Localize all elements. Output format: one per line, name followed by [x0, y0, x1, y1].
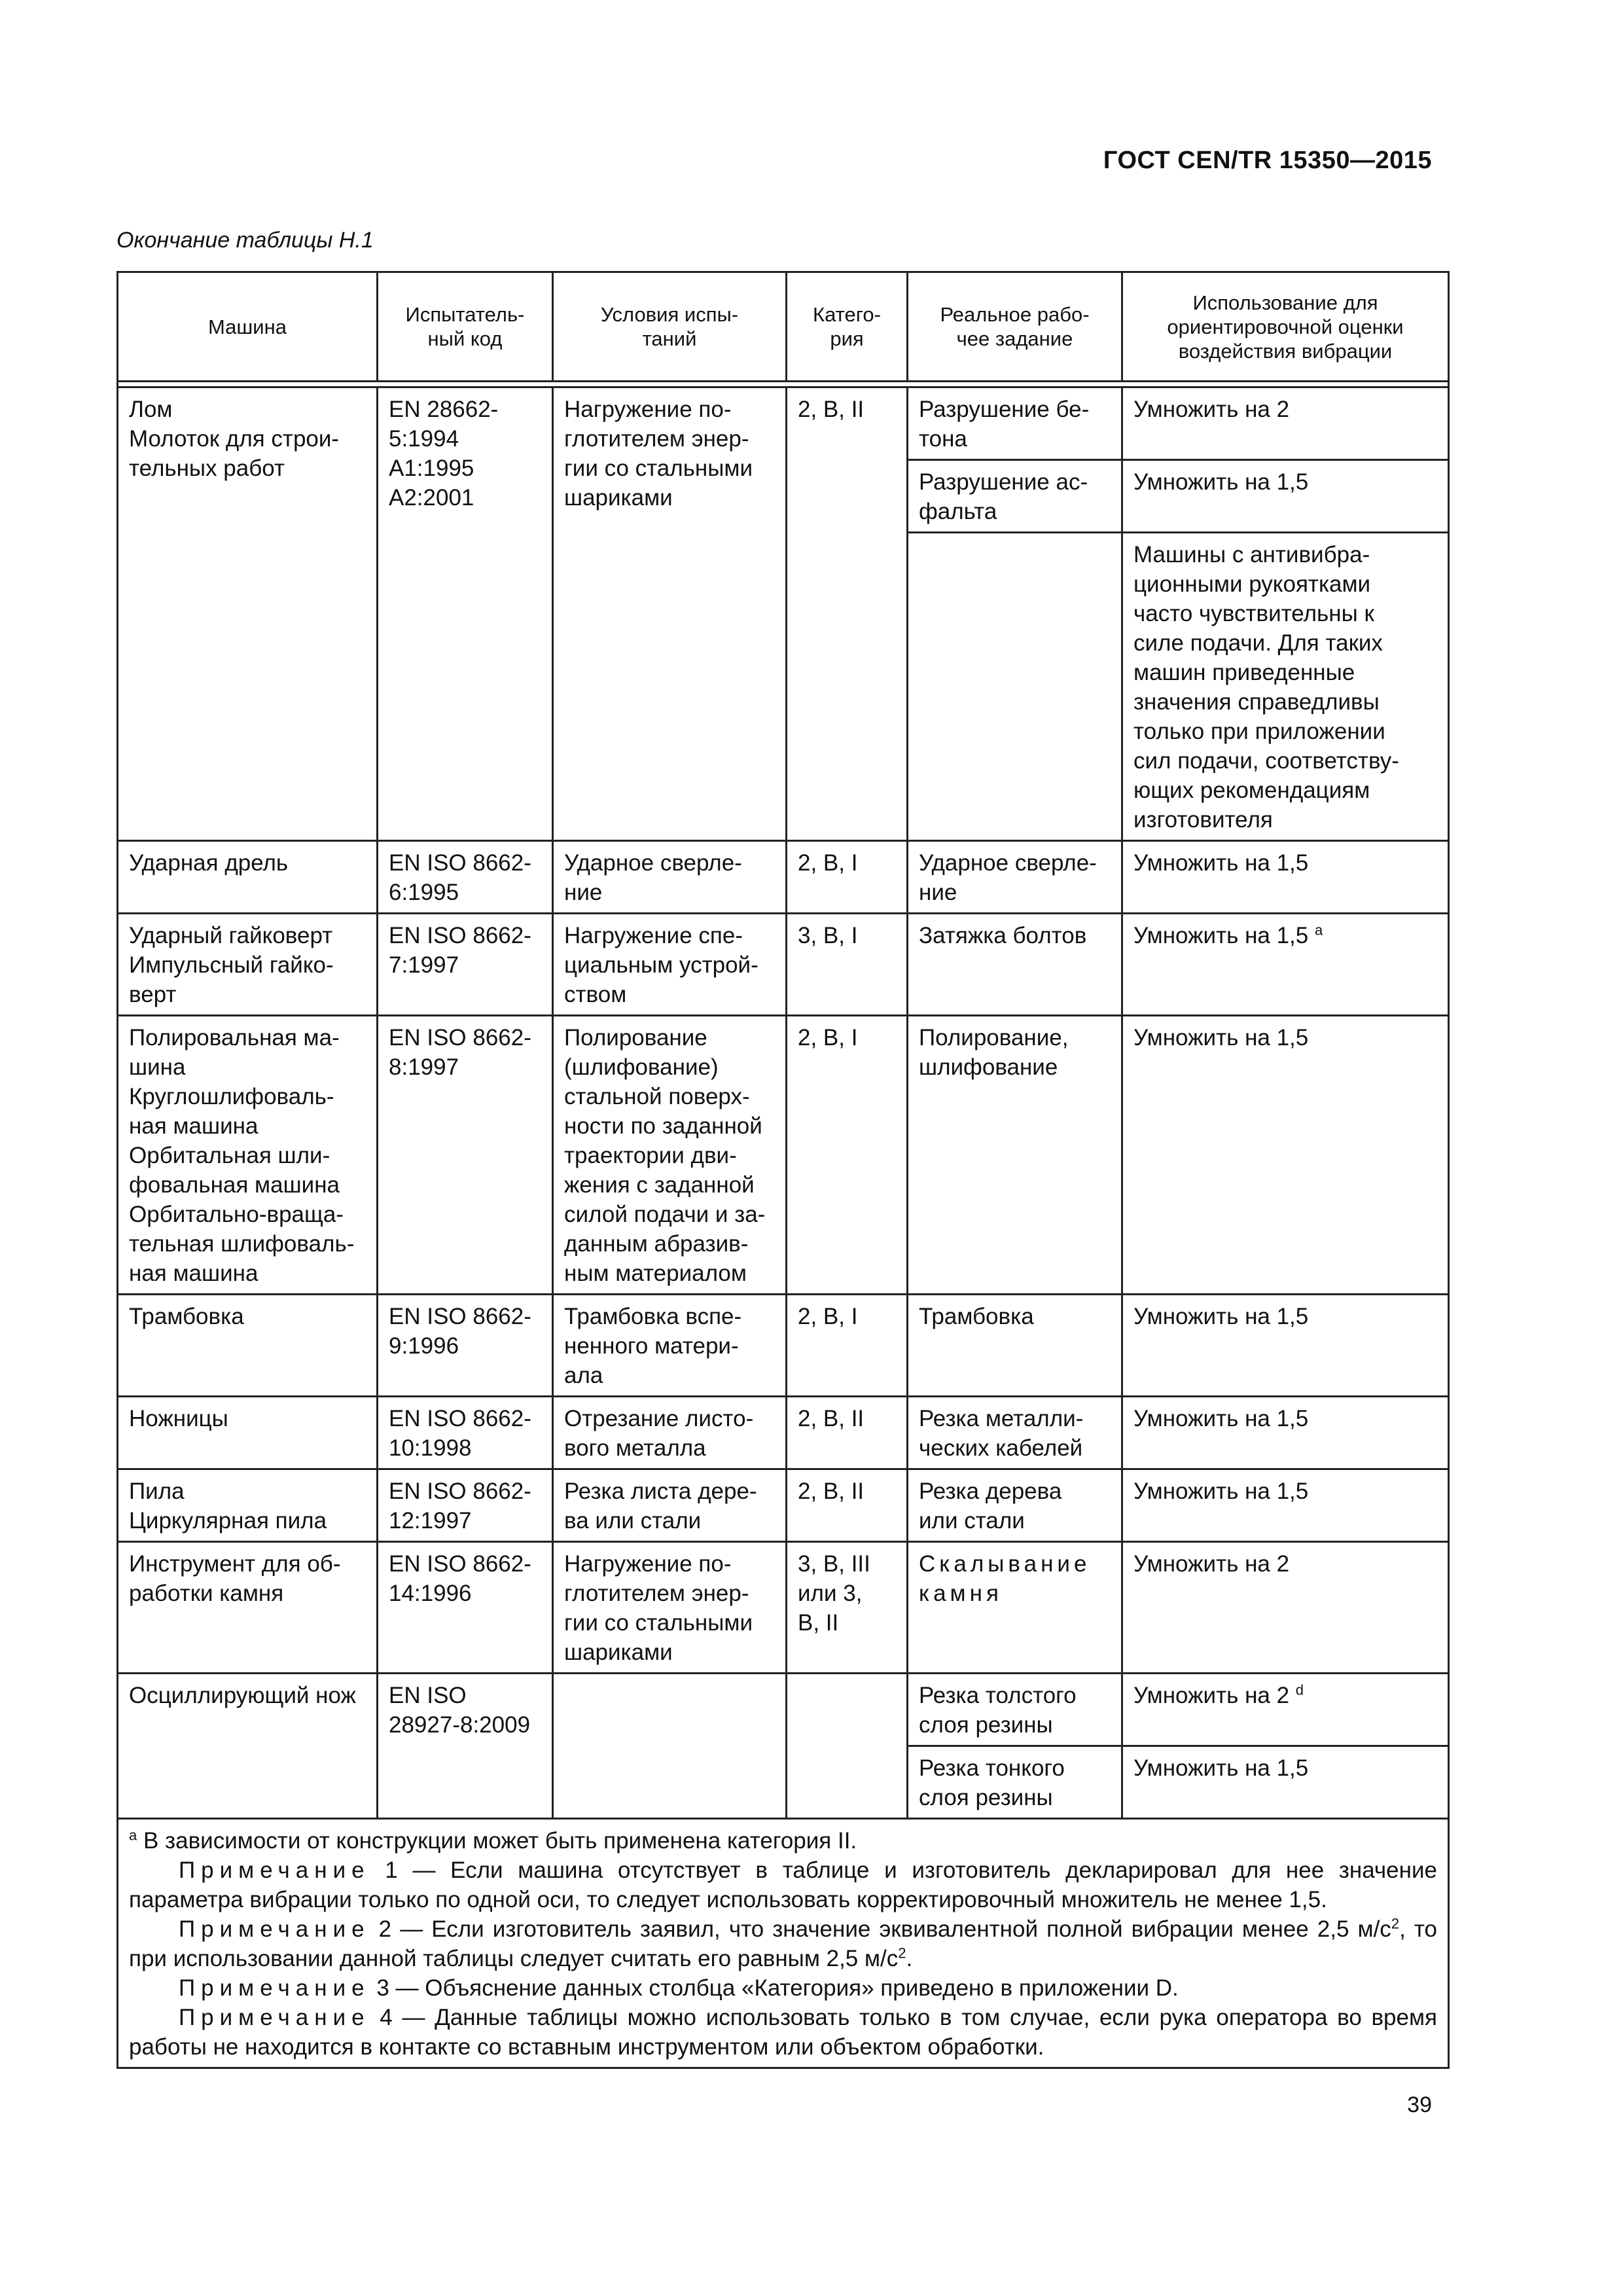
table-header-row [118, 272, 1449, 382]
table-row [118, 1469, 1449, 1542]
footnote-a [129, 1826, 1437, 1856]
cell-conditions [553, 1674, 787, 1819]
footnote-mark: a [129, 1827, 137, 1844]
table-row [118, 1295, 1449, 1397]
cell-conditions: Отрезание листо- вого металла [553, 1397, 787, 1469]
note-text: — Данные таблицы можно использовать только в том случае, если рука оператора во время работы не находится в контакте со вставным инструментом или объектом обработки. [129, 2005, 1437, 2060]
note-4 [129, 2003, 1437, 2062]
cell-conditions: Ударное сверле- ние [553, 841, 787, 914]
cell-machine: Пила Циркулярная пила [118, 1469, 378, 1542]
cell-category: 2, В, I [787, 841, 908, 914]
cell-code: EN ISO 8662- 9:1996 [378, 1295, 553, 1397]
usage-text: Умножить на 1,5 [1133, 923, 1309, 948]
cell-category: 2, В, I [787, 1016, 908, 1295]
cell-category [787, 1674, 908, 1819]
cell-task: Трамбовка [908, 1295, 1122, 1397]
note-number: 4 [380, 2005, 393, 2030]
table-caption: Окончание таблицы Н.1 [116, 228, 374, 253]
cell-category: 2, В, II [787, 1469, 908, 1542]
note-label: Примечание [179, 1975, 370, 2001]
usage-text: Умножить на 1,5 [1133, 850, 1309, 876]
usage-text: Умножить на 1,5 [1133, 1025, 1309, 1050]
usage-text: Умножить на 2 [1133, 1683, 1290, 1708]
cell-task: Резка толстого слоя резины [908, 1674, 1122, 1746]
cell-conditions: Нагружение по- глотителем энер- гии со стальными шариками [553, 387, 787, 841]
note-1 [129, 1856, 1437, 1914]
table-row [118, 914, 1449, 1016]
vibration-table [116, 271, 1450, 2069]
note-text: . [906, 1946, 913, 1971]
cell-code: EN ISO 8662- 7:1997 [378, 914, 553, 1016]
header-category: Катего- рия [787, 272, 908, 382]
cell-usage [1122, 1469, 1449, 1542]
cell-machine: Ударная дрель [118, 841, 378, 914]
usage-text: Умножить на 2 [1133, 1551, 1290, 1577]
cell-conditions: Нагружение по- глотителем энер- гии со стальными шариками [553, 1542, 787, 1674]
cell-category: 3, В, I [787, 914, 908, 1016]
cell-code: EN ISO 8662- 8:1997 [378, 1016, 553, 1295]
cell-task: Затяжка болтов [908, 914, 1122, 1016]
cell-task: Полирование, шлифование [908, 1016, 1122, 1295]
cell-task: Резка тонкого слоя резины [908, 1746, 1122, 1819]
note-text: — Если изготовитель заявил, что значение эквивалентной полной вибрации менее 2,5 м/с [400, 1916, 1391, 1942]
header-real-task: Реальное рабо- чее задание [908, 272, 1122, 382]
cell-machine: Ножницы [118, 1397, 378, 1469]
note-number: 3 [376, 1975, 389, 2001]
cell-category: 2, В, I [787, 1295, 908, 1397]
page-number: 39 [1407, 2092, 1432, 2117]
cell-conditions: Трамбовка вспе- ненного матери- ала [553, 1295, 787, 1397]
note-text: — Если машина отсутствует в таблице и изготовитель декларировал для нее значение параметра вибрации только по одной оси, то следует использовать корректировочный множитель не менее 1,5. [129, 1857, 1437, 1912]
cell-category: 3, В, III или 3, В, II [787, 1542, 908, 1674]
cell-conditions: Резка листа дере- ва или стали [553, 1469, 787, 1542]
cell-task: Скалывание камня [908, 1542, 1122, 1674]
table-notes [118, 1819, 1449, 2068]
cell-task: Резка дерева или стали [908, 1469, 1122, 1542]
cell-category: 2, В, II [787, 387, 908, 841]
cell-usage: Умножить на 2 [1122, 387, 1449, 460]
cell-usage [1122, 1542, 1449, 1674]
cell-task: Разрушение бе- тона [908, 387, 1122, 460]
header-usage: Использование для ориентировочной оценки воздействия вибрации [1122, 272, 1449, 382]
table-row [118, 387, 1449, 460]
cell-code: EN ISO 8662- 10:1998 [378, 1397, 553, 1469]
cell-machine: Инструмент для об- работки камня [118, 1542, 378, 1674]
cell-machine: Ударный гайковерт Импульсный гайко- верт [118, 914, 378, 1016]
cell-task [908, 533, 1122, 841]
usage-text: Умножить на 1,5 [1133, 1479, 1309, 1504]
note-text: , то при использовании данной таблицы следует считать его равным 2,5 м/с [129, 1916, 1437, 1971]
cell-machine: Осциллирующий нож [118, 1674, 378, 1819]
cell-machine: Лом Молоток для строи- тельных работ [118, 387, 378, 841]
cell-usage [1122, 1295, 1449, 1397]
note-number: 1 [385, 1857, 398, 1883]
note-label: Примечание [179, 1857, 370, 1883]
document-code: ГОСТ CEN/TR 15350—2015 [1103, 147, 1432, 174]
note-text: — Объяснение данных столбца «Категория» приведено в приложении D. [395, 1975, 1179, 2001]
header-test-code: Испытатель- ный код [378, 272, 553, 382]
cell-conditions: Полирование (шлифование) стальной поверх- ности по заданной траектории дви- жения с заданной силой подачи и за- данным абразив- ным материалом [553, 1016, 787, 1295]
cell-usage [1122, 914, 1449, 1016]
table-row [118, 1674, 1449, 1746]
cell-machine: Полировальная ма- шина Круглошлифоваль- ная машина Орбитальная шли- фовальная машина Орбитально-враща- тельная шлифоваль- ная машина [118, 1016, 378, 1295]
cell-usage: Машины с антивибра- ционными рукоятками часто чувствительны к силе подачи. Для таких машин приведенные значения справедливы только при приложении сил подачи, соответству- ющих рекомендациям изготовителя [1122, 533, 1449, 841]
squared: 2 [1391, 1915, 1400, 1932]
cell-usage: Умножить на 1,5 [1122, 1746, 1449, 1819]
cell-usage: Умножить на 1,5 [1122, 460, 1449, 533]
header-separator [118, 382, 1449, 387]
cell-code: EN 28662- 5:1994 A1:1995 A2:2001 [378, 387, 553, 841]
cell-usage [1122, 1397, 1449, 1469]
footnote-ref: d [1295, 1681, 1304, 1698]
note-label: Примечание [179, 2005, 370, 2030]
footnote-text: В зависимости от конструкции может быть применена категория II. [143, 1828, 857, 1854]
cell-code: EN ISO 28927-8:2009 [378, 1674, 553, 1819]
note-label: Примечание [179, 1916, 370, 1942]
usage-text: Умножить на 1,5 [1133, 1406, 1309, 1431]
note-2 [129, 1914, 1437, 1973]
table-row [118, 1542, 1449, 1674]
table-row [118, 1397, 1449, 1469]
footnote-ref: a [1315, 922, 1323, 939]
cell-task: Резка металли- ческих кабелей [908, 1397, 1122, 1469]
cell-code: EN ISO 8662- 12:1997 [378, 1469, 553, 1542]
note-3 [129, 1973, 1437, 2003]
cell-usage [1122, 841, 1449, 914]
cell-code: EN ISO 8662- 14:1996 [378, 1542, 553, 1674]
cell-task: Разрушение ас- фальта [908, 460, 1122, 533]
header-test-conditions: Условия испы- таний [553, 272, 787, 382]
cell-code: EN ISO 8662- 6:1995 [378, 841, 553, 914]
cell-usage [1122, 1016, 1449, 1295]
cell-usage [1122, 1674, 1449, 1746]
cell-machine: Трамбовка [118, 1295, 378, 1397]
squared: 2 [898, 1945, 906, 1962]
usage-text: Умножить на 1,5 [1133, 1304, 1309, 1329]
header-machine: Машина [118, 272, 378, 382]
cell-task: Ударное сверле- ние [908, 841, 1122, 914]
note-number: 2 [378, 1916, 392, 1942]
table-row [118, 1016, 1449, 1295]
notes-row [118, 1819, 1449, 2068]
table-row [118, 841, 1449, 914]
cell-category: 2, В, II [787, 1397, 908, 1469]
cell-conditions: Нагружение спе- циальным устрой- ством [553, 914, 787, 1016]
